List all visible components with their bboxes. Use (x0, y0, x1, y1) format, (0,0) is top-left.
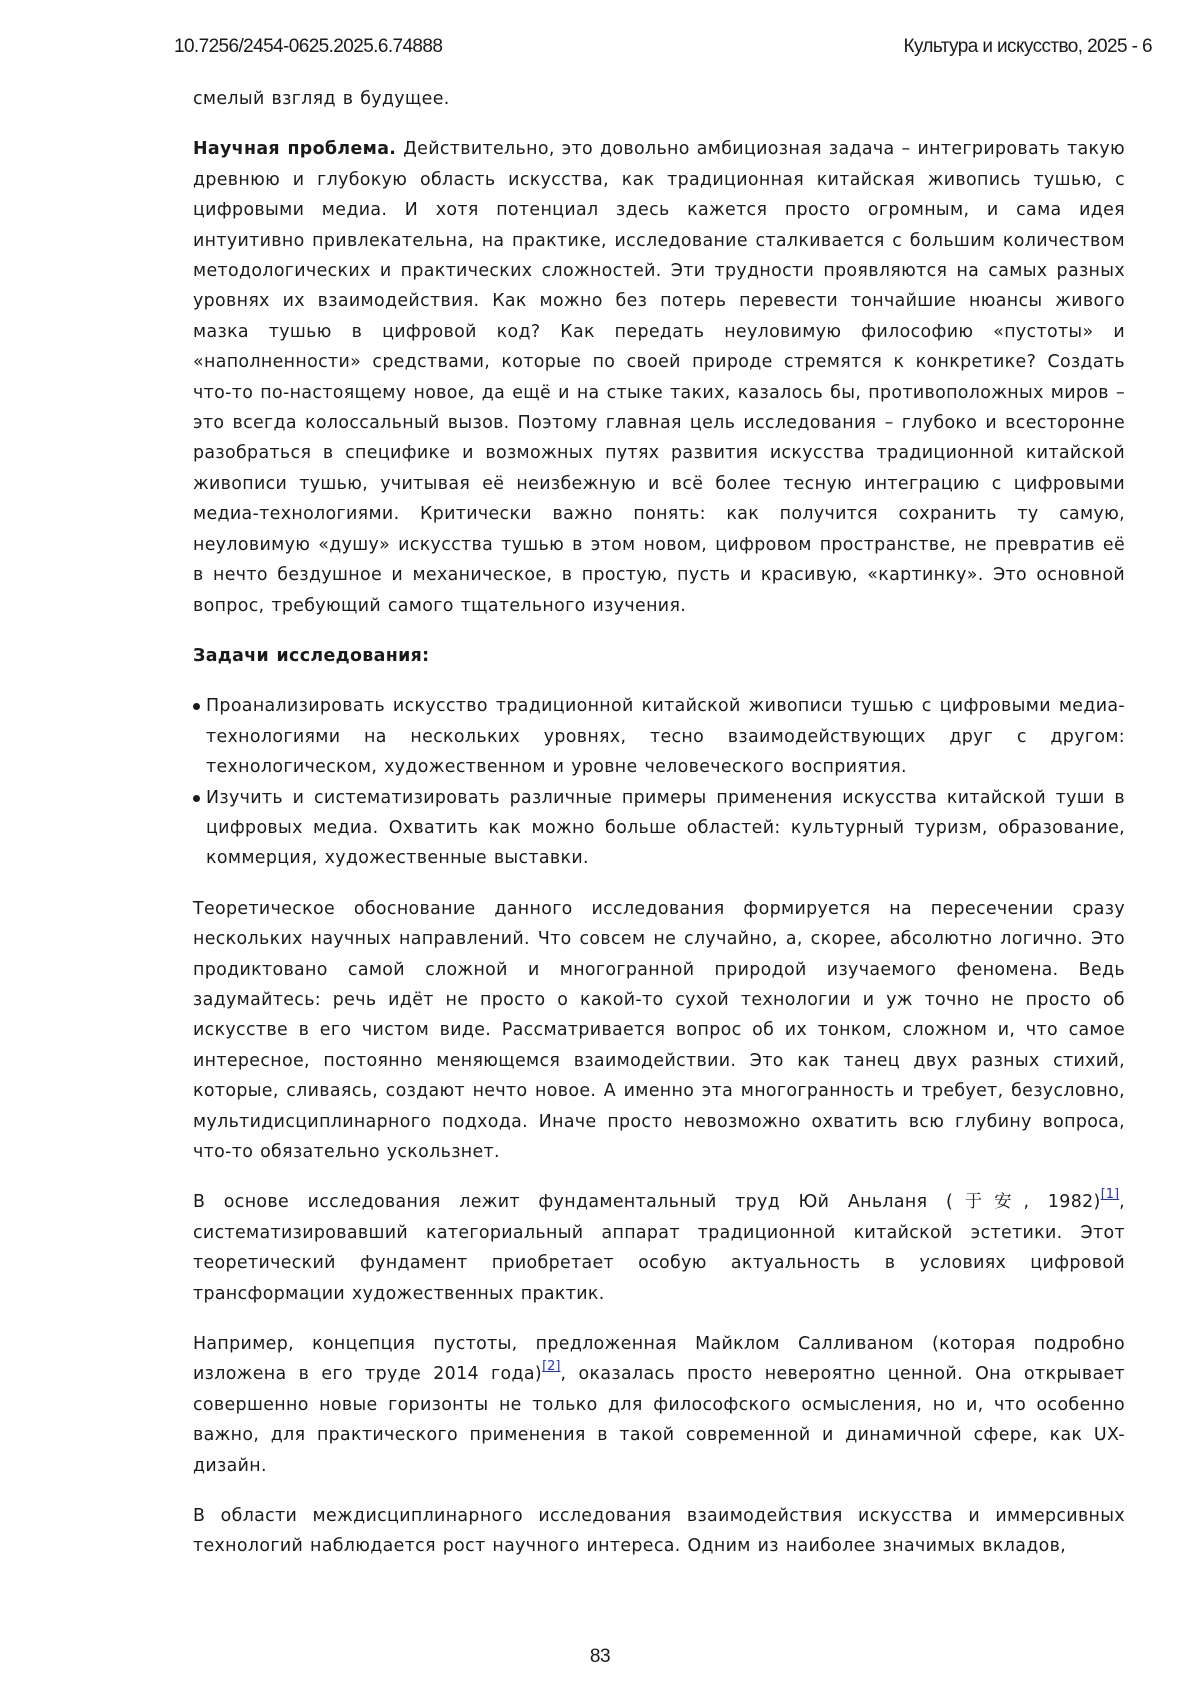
research-task-item: Проанализировать искусство традиционной китайской живописи тушью с цифровыми медиа-технологиями на нескольких уровнях, тесно взаимодействующих друг с другом: технологическом, художественном и уровне человеческого восприятия. (206, 691, 1125, 782)
running-header (0, 36, 1200, 60)
research-task-item: Изучить и систематизировать различные примеры применения искусства китайской туши в цифровых медиа. Охватить как можно больше областей: культурный туризм, образование, коммерция, художественные выставки. (206, 783, 1125, 874)
research-tasks-list (193, 691, 1125, 873)
example-text-end: , оказалась просто невероятно ценной. Она открывает совершенно новые горизонты не только для философского осмысления, но и, что особенно важно, для практического применения в такой современной и динамичной сфере, как UX-дизайн. (193, 1364, 1125, 1476)
scientific-problem-paragraph (193, 134, 1125, 621)
intro-tail-paragraph: смелый взгляд в будущее. (193, 89, 450, 109)
theoretical-basis-paragraph: Теоретическое обоснование данного исследования формируется на пересечении сразу нескольких научных направлений. Что совсем не случайно, а, скорее, абсолютно логично. Это продиктовано самой сложной и многогранной природой изучаемого феномена. Ведь задумайтесь: речь идёт не просто о какой-то сухой технологии и уж точно не просто об искусстве в его чистом виде. Рассматривается вопрос об их тонком, сложном и, что самое интересное, постоянно меняющемся взаимодействии. Это как танец двух разных стихий, которые, сливаясь, создают нечто новое. А именно эта многогранность и требует, безусловно, мультидисциплинарного подхода. Иначе просто невозможно охватить всю глубину вопроса, что-то обязательно ускользнет. (193, 898, 1125, 1162)
citation-link-1[interactable]: [1] (1100, 1187, 1120, 1203)
doi-label: 10.7256/2454-0625.2025.6.74888 (174, 36, 443, 57)
basis-text-end: , систематизировавший категориальный аппарат традиционной китайской эстетики. Этот теоретический фундамент приобретает особую актуальность в условиях цифровой трансформации художественных практик. (193, 1192, 1125, 1304)
example-text-start: Например, концепция пустоты, предложенная Майклом Салливаном (которая подробно изложена в его труде 2014 года) (193, 1334, 1125, 1385)
research-tasks-heading: Задачи исследования: (193, 645, 430, 666)
journal-issue-label: Культура и искусство, 2025 - 6 (903, 36, 1152, 57)
basis-text-start: В основе исследования лежит фундаментальный труд Юй Аньланя (于安, 1982) (193, 1192, 1101, 1213)
article-body (193, 84, 1125, 1582)
research-tasks-heading-paragraph (193, 641, 1125, 671)
basis-paragraph (193, 1187, 1125, 1309)
citation-link-2[interactable]: [2] (542, 1359, 561, 1375)
example-paragraph (193, 1329, 1125, 1481)
scientific-problem-heading: Научная проблема. (193, 139, 397, 160)
interdisciplinary-paragraph: В области междисциплинарного исследования взаимодействия искусства и иммерсивных технологий наблюдается рост научного интереса. Одним из наиболее значимых вкладов, (193, 1506, 1125, 1557)
page-number: 83 (589, 1646, 611, 1667)
scientific-problem-text: Действительно, это довольно амбициозная задача – интегрировать такую древнюю и глубокую область искусства, как традиционная китайская живопись тушью, с цифровыми медиа. И хотя потенциал здесь кажется просто огромным, и сама идея интуитивно привлекательна, на практике, исследование сталкивается с большим количеством методологических и практических сложностей. Эти трудности проявляются на самых разных уровнях их взаимодействия. Как можно без потерь перевести тончайшие нюансы живого мазка тушью в цифровой код? Как передать неуловимую философию «пустоты» и «наполненности» средствами, которые по своей природе стремятся к конкретике? Создать что-то по-настоящему новое, да ещё и на стыке таких, казалось бы, противоположных миров – это всегда колоссальный вызов. Поэтому главная цель исследования – глубоко и всесторонне разобраться в специфике и возможных путях развития искусства традиционной китайской живописи тушью, учитывая её неизбежную и всё более тесную интеграцию с цифровыми медиа-технологиями. Критически важно понять: как получится сохранить ту самую, неуловимую «душу» искусства тушью в этом новом, цифровом пространстве, не превратив её в нечто бездушное и механическое, в простую, пусть и красивую, «картинку». Это основной вопрос, требующий самого тщательного изучения. (193, 139, 1125, 616)
